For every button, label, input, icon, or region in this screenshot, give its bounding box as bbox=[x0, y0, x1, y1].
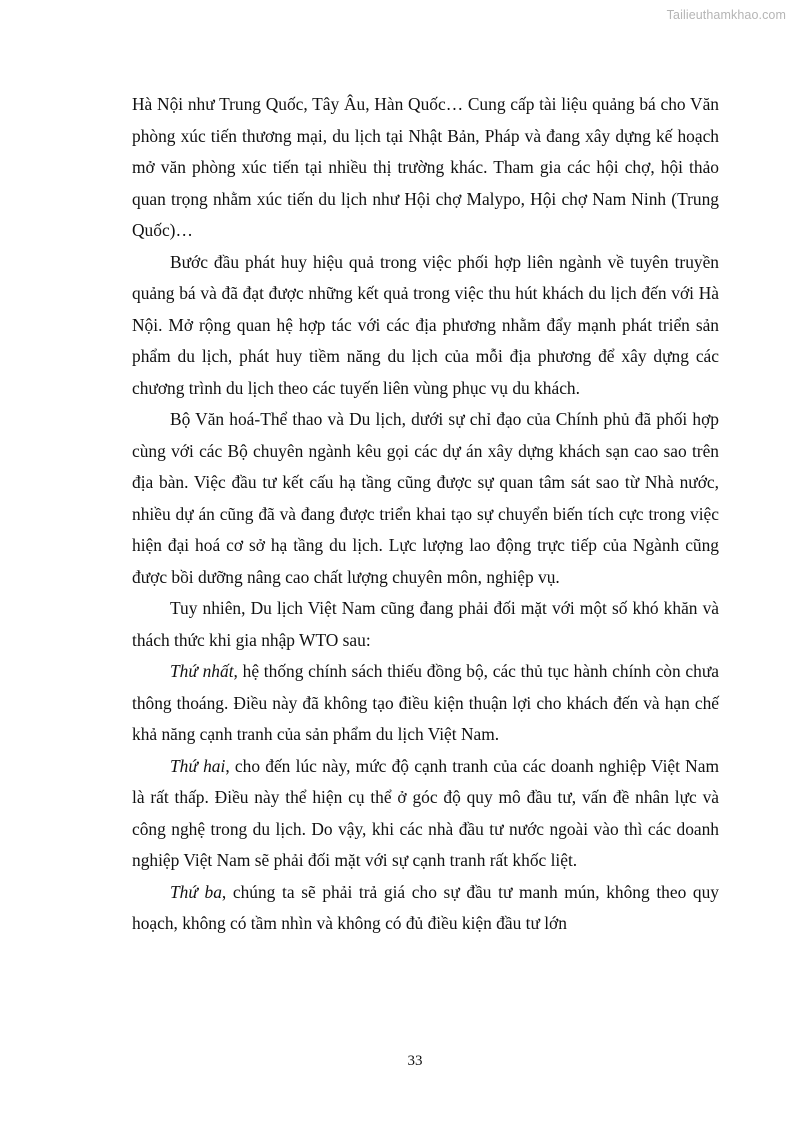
paragraph-continuation: Hà Nội như Trung Quốc, Tây Âu, Hàn Quốc… Cung cấp tài liệu quảng bá cho Văn phòng xúc tiến thương mại, du lịch tại Nhật Bản, Pháp và đang xây dựng kế hoạch mở văn phòng xúc tiến tại nhiều thị trường khác. Tham gia các hội chợ, hội thảo quan trọng nhằm xúc tiến du lịch như Hội chợ Malypo, Hội chợ Nam Ninh (Trung Quốc)… bbox=[132, 94, 719, 240]
third-challenge-lead: Thứ ba bbox=[170, 881, 222, 902]
second-challenge-text: , cho đến lúc này, mức độ cạnh tranh của các doanh nghiệp Việt Nam là rất thấp. Điều này thể hiện cụ thể ở góc độ quy mô đầu tư, vấn đề nhân lực và công nghệ trong du lịch. Do vậy, khi các nhà đầu tư nước ngoài vào thì các doanh nghiệp Việt Nam sẽ phải đối mặt với sự cạnh tranh rất khốc liệt. bbox=[132, 755, 719, 870]
document-body bbox=[132, 89, 719, 940]
paragraph-challenges-intro: Tuy nhiên, Du lịch Việt Nam cũng đang phải đối mặt với một số khó khăn và thách thức khi gia nhập WTO sau: bbox=[132, 598, 719, 650]
page-number: 33 bbox=[407, 1053, 423, 1069]
first-challenge-text: , hệ thống chính sách thiếu đồng bộ, các thủ tục hành chính còn chưa thông thoáng. Điều này đã không tạo điều kiện thuận lợi cho khách đến và hạn chế khả năng cạnh tranh của sản phẩm du lịch Việt Nam. bbox=[132, 661, 719, 744]
second-challenge-lead: Thứ hai bbox=[170, 755, 226, 776]
third-challenge-text: , chúng ta sẽ phải trả giá cho sự đầu tư manh mún, không theo quy hoạch, không có tầm nhìn và không có đủ điều kiện đầu tư lớn bbox=[132, 881, 720, 933]
paragraph-coordination: Bước đầu phát huy hiệu quả trong việc phối hợp liên ngành về tuyên truyền quảng bá và đã đạt được những kết quả trong việc thu hút khách du lịch đến với Hà Nội. Mở rộng quan hệ hợp tác với các địa phương nhằm đẩy mạnh phát triển sản phẩm du lịch, phát huy tiềm năng du lịch của mỗi địa phương để xây dựng các chương trình du lịch theo các tuyến liên vùng phục vụ du khách. bbox=[132, 251, 719, 398]
paragraph-ministry: Bộ Văn hoá-Thể thao và Du lịch, dưới sự chỉ đạo của Chính phủ đã phối hợp cùng với các Bộ chuyên ngành kêu gọi các dự án xây dựng khách sạn cao sao trên địa bàn. Việc đầu tư kết cấu hạ tầng cũng được sự quan tâm sát sao từ Nhà nước, nhiều dự án cũng đã và đang được triển khai tạo sự chuyển biến tích cực trong việc hiện đại hoá cơ sở hạ tầng du lịch. Lực lượng lao động trực tiếp của Ngành cũng được bồi dưỡng nâng cao chất lượng chuyên môn, nghiệp vụ. bbox=[132, 409, 719, 587]
paragraph-first-challenge bbox=[132, 656, 719, 751]
watermark-text: Tailieuthamkhao.com bbox=[666, 8, 786, 22]
paragraph-second-challenge bbox=[132, 751, 719, 877]
paragraph-third-challenge bbox=[132, 877, 719, 940]
first-challenge-lead: Thứ nhất bbox=[170, 661, 234, 681]
